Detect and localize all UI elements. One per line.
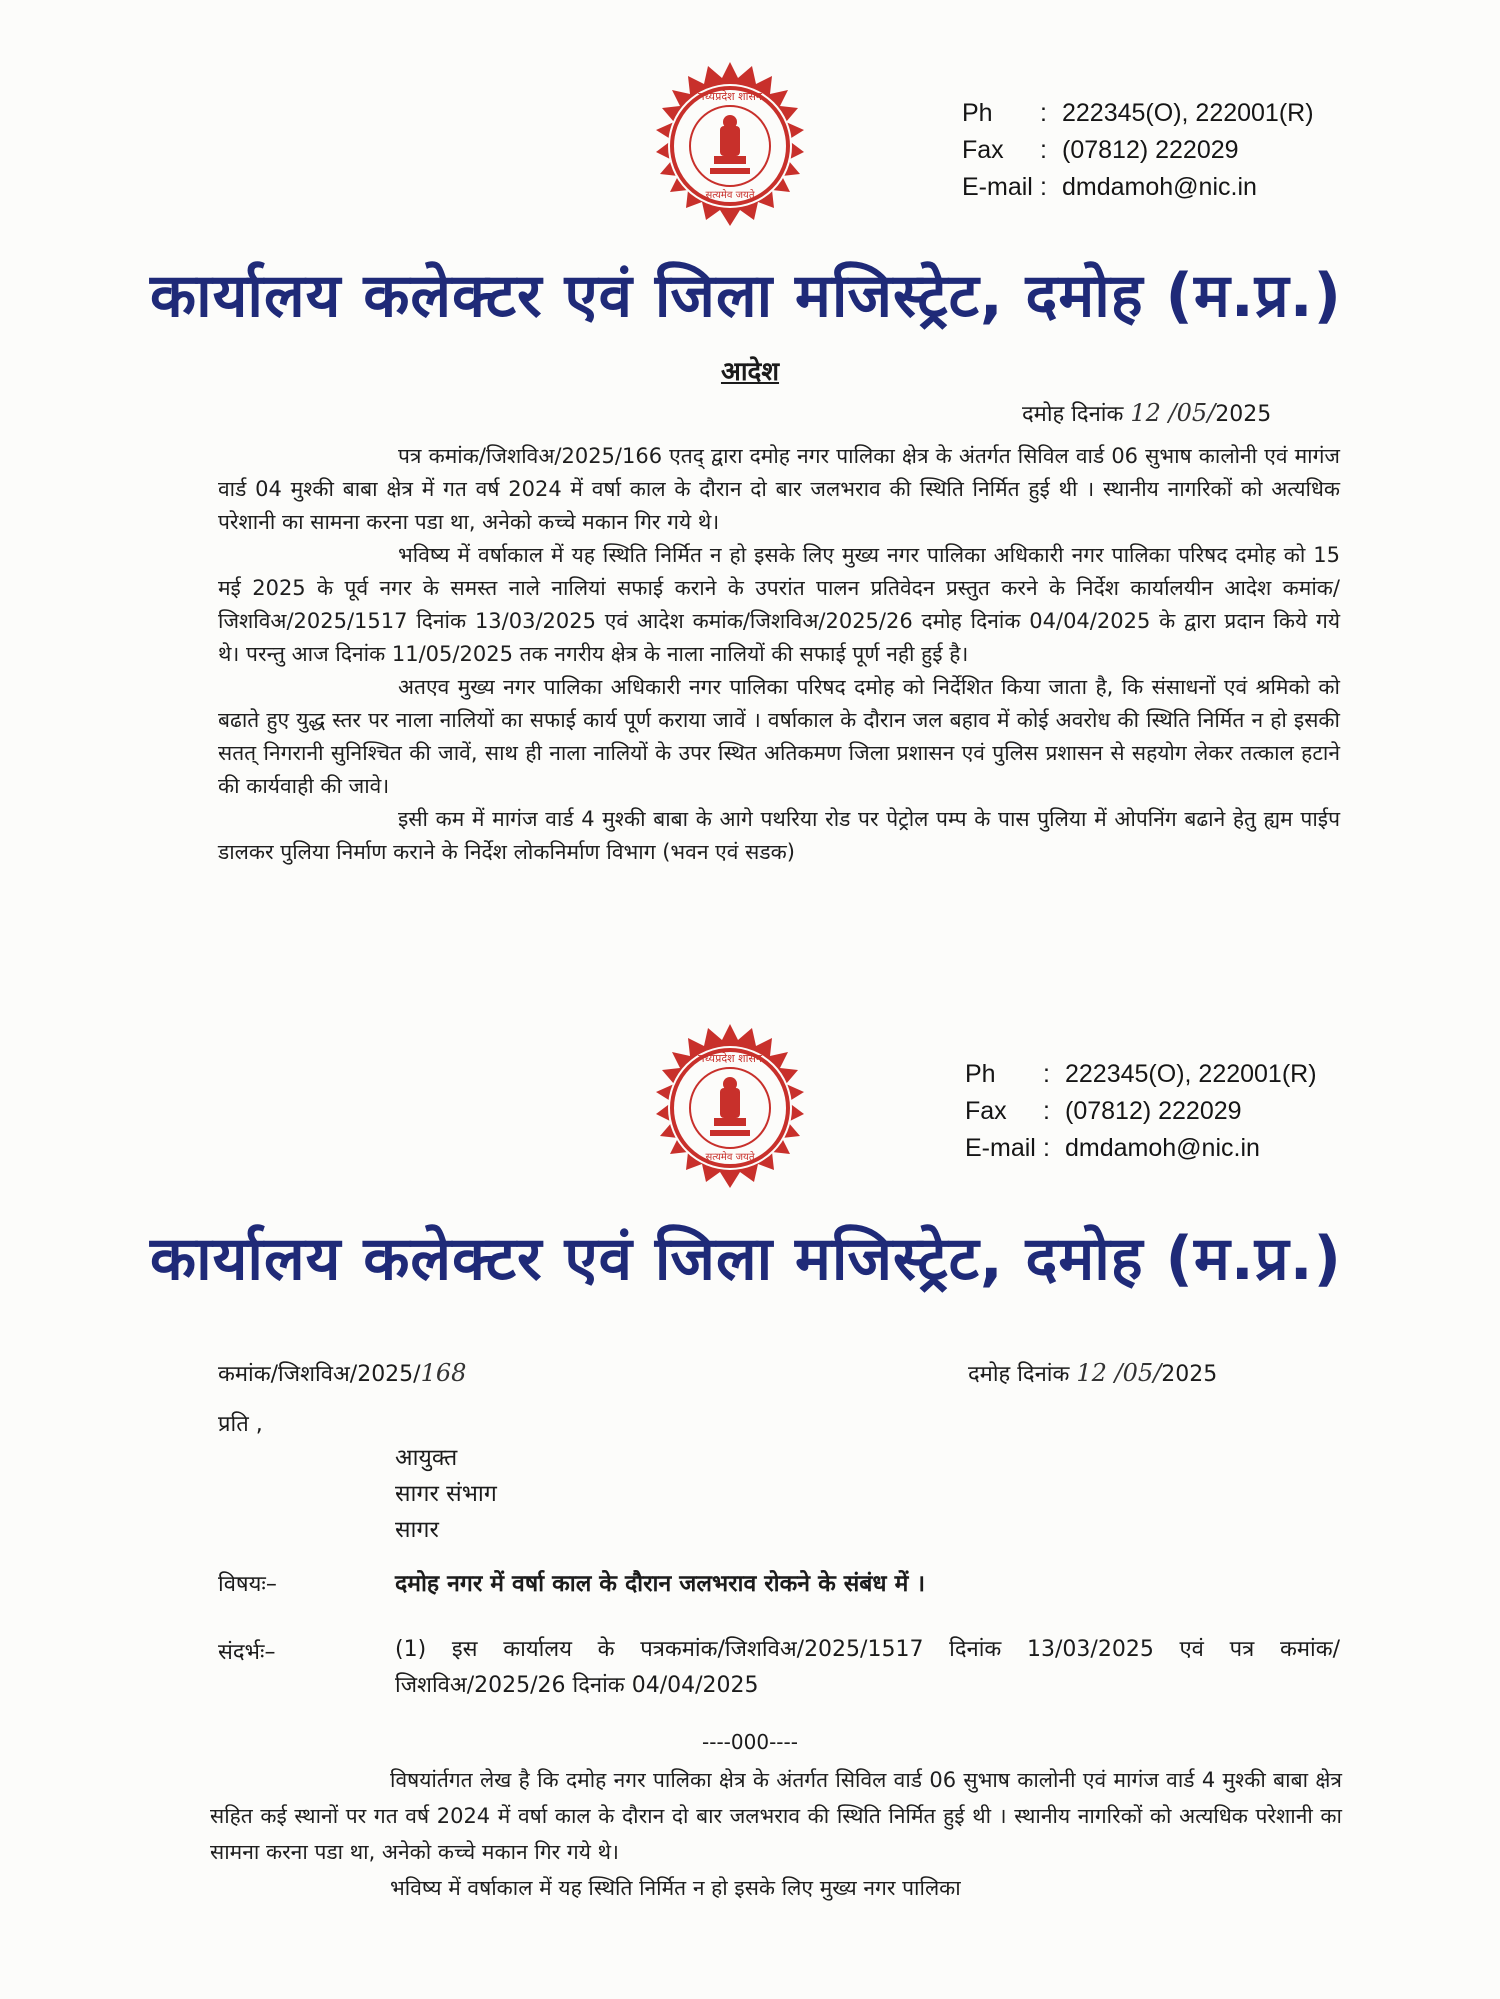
fax-label: Fax [965,1097,1007,1125]
recipient-address [395,1440,497,1548]
date-handwritten: 12 /05/ [1130,399,1216,427]
letter-paragraph: विषयांर्तगत लेख है कि दमोह नगर पालिका क्षेत्र के अंतर्गत सिविल वार्ड 06 सुभाष कालोनी एवं मागंज वार्ड 4 मुश्की बाबा क्षेत्र सहित कई स्थानों पर गत वर्ष 2024 में वर्षा काल के दौरान दो बार जलभराव की स्थिति निर्मित हुई थी । स्थानीय नागरिकों को अत्यधिक परेशानी का सामना करना पडा था, अनेको कच्चे मकान गिर गये थे। [210,1768,1342,1864]
fax-label: Fax [962,136,1004,164]
reference-text: (1) इस कार्यालय के पत्रकमांक/जिशविअ/2025/1517 दिनांक 13/03/2025 एवं पत्र कमांक/जिशविअ/2025/26 दिनांक 04/04/2025 [395,1637,1340,1698]
order-heading: आदेश [720,357,780,387]
date-year: 2025 [1161,1362,1218,1387]
order-paragraph: इसी कम में मागंज वार्ड 4 मुश्की बाबा के आगे पथरिया रोड पर पेट्रोल पम्प के पास पुलिया में ओपनिंग बढाने हेतु ह्यम पाईप डालकर पुलिया निर्माण कराने के निर्देश लोकनिर्माण विभाग (भवन एवं सडक) [218,807,1340,864]
ph-value: 222345(O), 222001(R) [1062,99,1314,127]
ph-value: 222345(O), 222001(R) [1065,1060,1317,1088]
letter-body [210,1762,1342,1906]
government-seal-icon [640,1022,820,1202]
address-line: आयुक्त [395,1445,458,1471]
contact-block: Ph : 222345(O), 222001(R) Fax : (07812) 222029 E-mail : dmdamoh@nic.in [962,95,1314,206]
office-title: कार्यालय कलेक्टर एवं जिला मजिस्ट्रेट, दमोह (म.प्र.) [150,261,1342,331]
address-line: सागर [395,1517,439,1543]
subject-label: विषयः– [218,1572,277,1597]
contact-block: Ph : 222345(O), 222001(R) Fax : (07812) 222029 E-mail : dmdamoh@nic.in [965,1056,1317,1167]
fax-value: (07812) 222029 [1062,136,1239,164]
letter-page [0,1000,1500,1999]
order-paragraph: भविष्य में वर्षाकाल में यह स्थिति निर्मित न हो इसके लिए मुख्य नगर पालिका अधिकारी नगर पालिका परिषद दमोह को 15 मई 2025 के पूर्व नगर के समस्त नाले नालियां सफाई कराने के उपरांत पालन प्रतिवेदन प्रस्तुत करने के निर्देश कार्यालयीन आदेश कमांक/जिशविअ/2025/1517 दिनांक 13/03/2025 एवं आदेश कमांक/जिशविअ/2025/26 दमोह दिनांक 04/04/2025 के द्वारा प्रदान किये गये थे। परन्तु आज दिनांक 11/05/2025 तक नगरीय क्षेत्र के नाला नालियों की सफाई पूर्ण नही हुई है। [218,543,1340,666]
letter-number: कमांक/जिशविअ/2025/168 [218,1359,467,1387]
order-body [218,440,1340,869]
ph-label: Ph [965,1060,996,1088]
date-prefix: दमोह दिनांक [1022,402,1124,427]
order-paragraph: पत्र कमांक/जिशविअ/2025/166 एतद् द्वारा दमोह नगर पालिका क्षेत्र के अंतर्गत सिविल वार्ड 06 सुभाष कालोनी एवं मागंज वार्ड 04 मुश्की बाबा क्षेत्र में गत वर्ष 2024 में वर्षा काल के दौरान दो बार जलभराव की स्थिति निर्मित हुई थी । स्थानीय नागरिकों को अत्यधिक परेशानी का सामना करना पडा था, अनेको कच्चे मकान गिर गये थे। [218,444,1340,534]
ph-label: Ph [962,99,993,127]
seal-text: मध्यप्रदेश शासन [697,90,763,103]
date-handwritten: 12 /05/ [1076,1359,1162,1387]
seal-text: मध्यप्रदेश शासन [697,1052,763,1065]
seal-motto: सत्यमेव जयते [705,1152,755,1163]
email-label: E-mail [962,173,1033,201]
seal-motto: सत्यमेव जयते [705,190,755,201]
date-year: 2025 [1215,402,1272,427]
office-title: कार्यालय कलेक्टर एवं जिला मजिस्ट्रेट, दमोह (म.प्र.) [150,1224,1342,1294]
reference-label: संदर्भः– [218,1640,276,1665]
letter-paragraph: भविष्य में वर्षाकाल में यह स्थिति निर्मित न हो इसके लिए मुख्य नगर पालिका [390,1876,961,1900]
date-prefix: दमोह दिनांक [968,1362,1070,1387]
government-seal-icon [640,60,820,240]
subject-text: दमोह नगर में वर्षा काल के दौरान जलभराव रोकने के संबंध में । [395,1571,926,1597]
fax-value: (07812) 222029 [1065,1097,1242,1125]
to-label: प्रति , [218,1412,263,1437]
address-line: सागर संभाग [395,1481,497,1507]
letter-number-handwritten: 168 [420,1359,467,1387]
order-paragraph: अतएव मुख्य नगर पालिका अधिकारी नगर पालिका परिषद दमोह को निर्देशित किया जाता है, कि संसाधनों एवं श्रमिको को बढाते हुए युद्ध स्तर पर नाला नालियों का सफाई कार्य पूर्ण कराया जावें । वर्षाकाल के दौरान जल बहाव में कोई अवरोध की स्थिति निर्मित न हो इसकी सतत् निगरानी सुनिश्चित की जावें, साथ ही नाला नालियों के उपर स्थित अतिकमण जिला प्रशासन एवं पुलिस प्रशासन से सहयोग लेकर तत्काल हटाने की कार्यवाही की जावे। [218,675,1340,798]
email-label: E-mail [965,1134,1036,1162]
order-date [1022,398,1271,428]
email-value: dmdamoh@nic.in [1065,1134,1260,1162]
separator: ----000---- [702,1730,798,1754]
letter-date [968,1358,1217,1388]
email-value: dmdamoh@nic.in [1062,173,1257,201]
